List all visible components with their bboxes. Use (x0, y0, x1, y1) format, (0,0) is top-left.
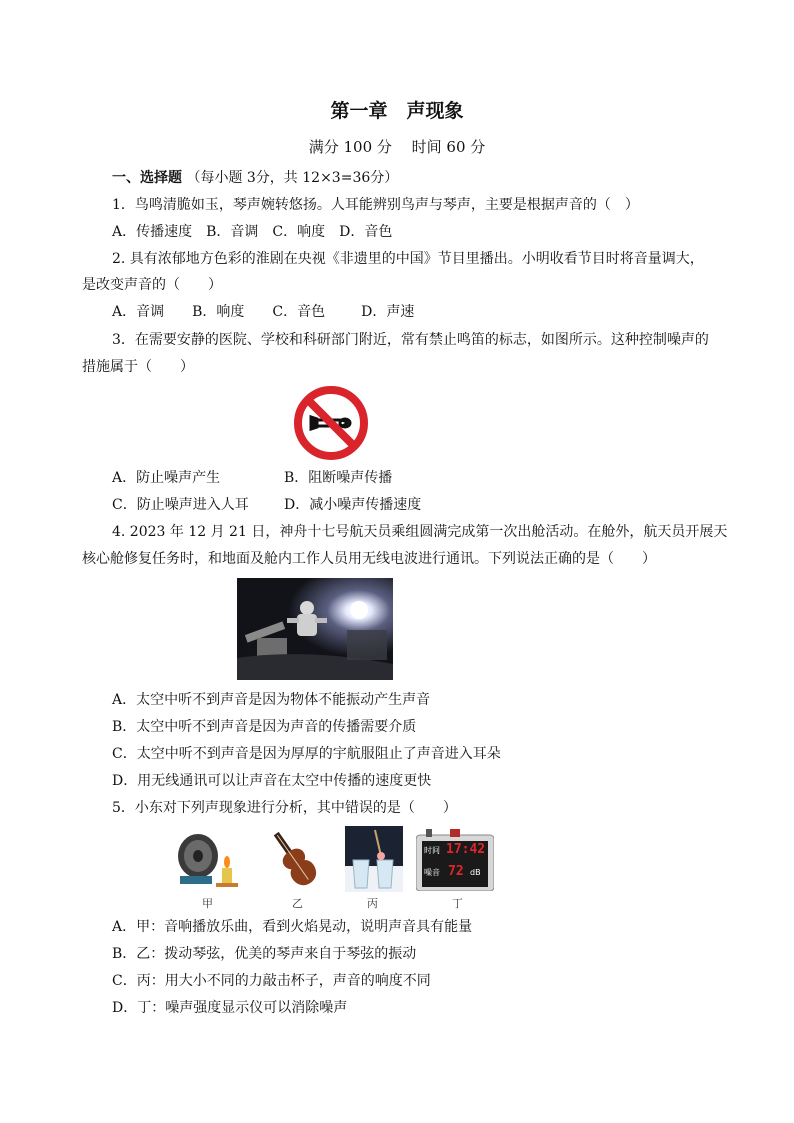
sun-icon (350, 601, 368, 619)
q1-option-a: A．传播速度 (112, 224, 193, 240)
q2-options (112, 302, 414, 322)
meter-unit: dB (470, 868, 481, 877)
no-honking-sign-image (293, 385, 369, 461)
q3-option-b: B．阻断噪声传播 (284, 470, 393, 486)
speaker-candle-image (172, 828, 242, 892)
q1-option-c: C．响度 (272, 224, 326, 240)
q3-options-row1 (112, 468, 392, 488)
q4-option-d: D．用无线通讯可以让声音在太空中传播的速度更快 (112, 773, 432, 789)
q2-option-b: B．响度 (192, 304, 245, 320)
meter-noise-label: 噪音 (424, 868, 440, 877)
q4-option-c: C．太空中听不到声音是因为厚厚的宇航服阻止了声音进入耳朵 (112, 746, 501, 762)
q5-stem: 5．小东对下列声现象进行分析，其中错误的是（ ） (112, 800, 457, 816)
meter-time-label: 时间 (424, 846, 440, 855)
q4-stem-line1: 4. 2023 年 12 月 21 日，神舟十七号航天员乘组圆满完成第一次出舱活动。在舱外，航天员开展天 (112, 524, 728, 540)
stick-head-icon (377, 852, 385, 860)
q1-options (112, 222, 392, 242)
q3-options-row2 (112, 495, 421, 515)
caption-jia: 甲 (202, 897, 213, 910)
q2-option-c: C．音色 (272, 304, 326, 320)
q5-option-a: A．甲：音响播放乐曲，看到火焰晃动，说明声音具有能量 (112, 919, 473, 935)
q5-option-c: C．丙：用大小不同的力敲击杯子，声音的响度不同 (112, 973, 431, 989)
q3-stem-line1: 3．在需要安静的医院、学校和科研部门附近，常有禁止鸣笛的标志，如图所示。这种控制噪声的 (112, 332, 709, 348)
caption-ding: 丁 (452, 897, 463, 910)
q2-option-d: D．声速 (361, 304, 415, 320)
q5-option-d: D．丁：噪声强度显示仪可以消除噪声 (112, 1000, 348, 1016)
candle-icon (216, 856, 238, 887)
q4-option-a: A．太空中听不到声音是因为物体不能振动产生声音 (112, 692, 431, 708)
section-note: （每小题 3分，共 12×3=36分） (186, 170, 399, 186)
q3-option-a: A．防止噪声产生 (112, 470, 221, 486)
q1-option-d: D．音色 (339, 224, 393, 240)
q2-option-a: A．音调 (112, 304, 165, 320)
noise-meter-image (416, 829, 494, 891)
page-subtitle: 满分 100 分 时间 60 分 (308, 138, 486, 156)
q1-stem: 1．鸟鸣清脆如玉，琴声婉转悠扬。人耳能辨别鸟声与琴声，主要是根据声音的（ ） (112, 197, 639, 213)
glasses-image (345, 826, 403, 892)
meter-time-value: 17:42 (446, 842, 486, 857)
q1-option-b: B．音调 (206, 224, 259, 240)
noise-meter-body (416, 829, 494, 891)
caption-yi: 乙 (292, 897, 303, 910)
q2-stem-line1: 2. 具有浓郁地方色彩的淮剧在央视《非遗里的中国》节目里播出。小明收看节目时将音量调大， (112, 251, 704, 267)
q4-option-b: B．太空中听不到声音是因为声音的传播需要介质 (112, 719, 417, 735)
violin-image (258, 826, 330, 892)
violin-icon (266, 826, 321, 890)
page-title: 第一章 声现象 (330, 100, 464, 122)
q3-option-c: C．防止噪声进入人耳 (112, 497, 249, 513)
q4-stem-line2: 核心舱修复任务时，和地面及舱内工作人员用无线电波进行通讯。下列说法正确的是（ ） (82, 551, 656, 567)
section-heading (112, 168, 398, 188)
q3-option-d: D．减小噪声传播速度 (284, 497, 422, 513)
caption-bing: 丙 (367, 897, 378, 910)
q2-stem-line2: 是改变声音的（ ） (82, 277, 222, 293)
q5-option-b: B．乙：拨动琴弦，优美的琴声来自于琴弦的振动 (112, 946, 417, 962)
section-title: 一、选择题 (112, 170, 182, 186)
astronaut-photo (237, 578, 393, 680)
q3-stem-line2: 措施属于（ ） (82, 359, 194, 375)
speaker-icon (178, 834, 218, 884)
meter-noise-value: 72 (448, 864, 464, 879)
